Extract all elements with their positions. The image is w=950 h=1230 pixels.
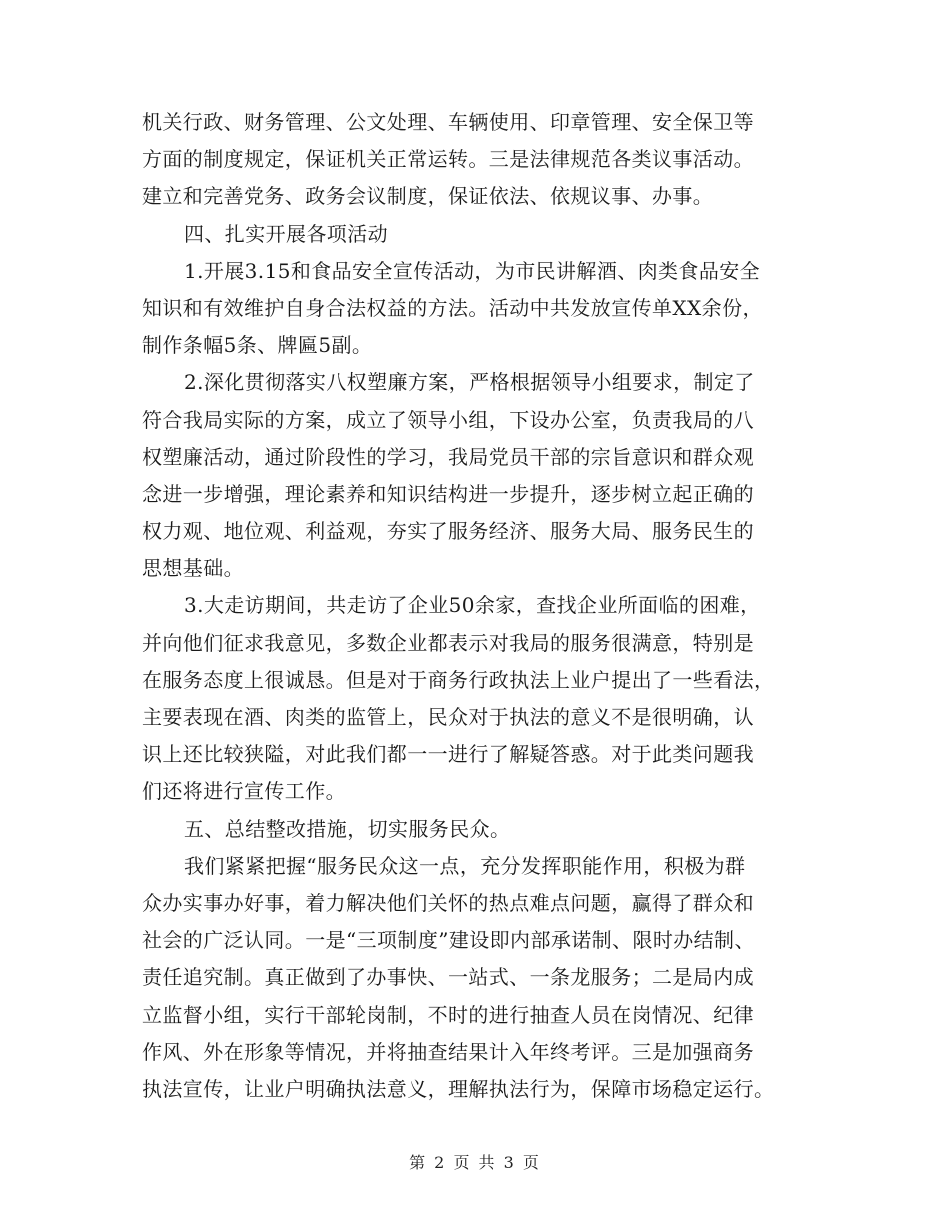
text-line: 在服务态度上很诚恳。但是对于商务行政执法上业户提出了一些看法， bbox=[142, 667, 775, 692]
text-line: 机关行政、财务管理、公文处理、车辆使用、印章管理、安全保卫等 bbox=[142, 110, 754, 134]
text-line: 众办实事办好事，着力解决他们关怀的热点难点问题，赢得了群众和 bbox=[142, 890, 754, 915]
text-line: 建立和完善党务、政务会议制度，保证依法、依规议事、办事。 bbox=[142, 184, 714, 209]
text-line: 并向他们征求我意见，多数企业都表示对我局的服务很满意，特别是 bbox=[142, 630, 754, 655]
text-line: 我们紧紧把握“服务民众这一点，充分发挥职能作用，积极为群 bbox=[184, 853, 746, 878]
text-line: 思想基础。 bbox=[142, 556, 244, 581]
text-line: 权力观、地位观、利益观，夯实了服务经济、服务大局、服务民生的 bbox=[142, 519, 754, 544]
text-line: 3.大走访期间，共走访了企业50余家，查找企业所面临的困难， bbox=[184, 593, 761, 618]
text-line: 立监督小组，实行干部轮岗制，不时的进行抽查人员在岗情况、纪律 bbox=[142, 1002, 754, 1027]
text-line: 责任追究制。真正做到了办事快、一站式、一条龙服务；二是局内成 bbox=[142, 965, 754, 990]
text-line: 念进一步增强，理论素养和知识结构进一步提升，逐步树立起正确的 bbox=[142, 481, 754, 506]
text-line: 识上还比较狭隘，对此我们都一一进行了解疑答惑。对于此类问题我 bbox=[142, 742, 754, 767]
text-line: 社会的广泛认同。一是“三项制度”建设即内部承诺制、限时办结制、 bbox=[142, 928, 755, 953]
text-line: 们还将进行宣传工作。 bbox=[142, 779, 346, 804]
text-line: 执法宣传，让业户明确执法意义，理解执法行为，保障市场稳定运行。 bbox=[142, 1076, 775, 1101]
text-line: 符合我局实际的方案，成立了领导小组，下设办公室，负责我局的八 bbox=[142, 407, 754, 432]
text-line: 作风、外在形象等情况，并将抽查结果计入年终考评。三是加强商务 bbox=[142, 1039, 754, 1064]
text-line: 四、扎实开展各项活动 bbox=[184, 221, 388, 246]
text-line: 主要表现在酒、肉类的监管上，民众对于执法的意义不是很明确，认 bbox=[142, 705, 754, 729]
text-line: 制作条幅5条、牌匾5副。 bbox=[142, 333, 373, 358]
text-line: 1.开展3.15和食品安全宣传活动，为市民讲解酒、肉类食品安全 bbox=[184, 258, 761, 283]
page-footer: 第 2 页 共 3 页 bbox=[409, 1153, 541, 1172]
text-line: 2.深化贯彻落实八权塑廉方案，严格根据领导小组要求，制定了 bbox=[184, 370, 755, 395]
text-line: 知识和有效维护自身合法权益的方法。活动中共发放宣传单XX余份， bbox=[142, 295, 763, 320]
text-line: 五、总结整改措施，切实服务民众。 bbox=[184, 816, 511, 841]
text-line: 方面的制度规定，保证机关正常运转。三是法律规范各类议事活动。 bbox=[142, 147, 754, 172]
text-line: 权塑廉活动，通过阶段性的学习，我局党员干部的宗旨意识和群众观 bbox=[142, 444, 754, 469]
body-text bbox=[142, 104, 802, 1108]
